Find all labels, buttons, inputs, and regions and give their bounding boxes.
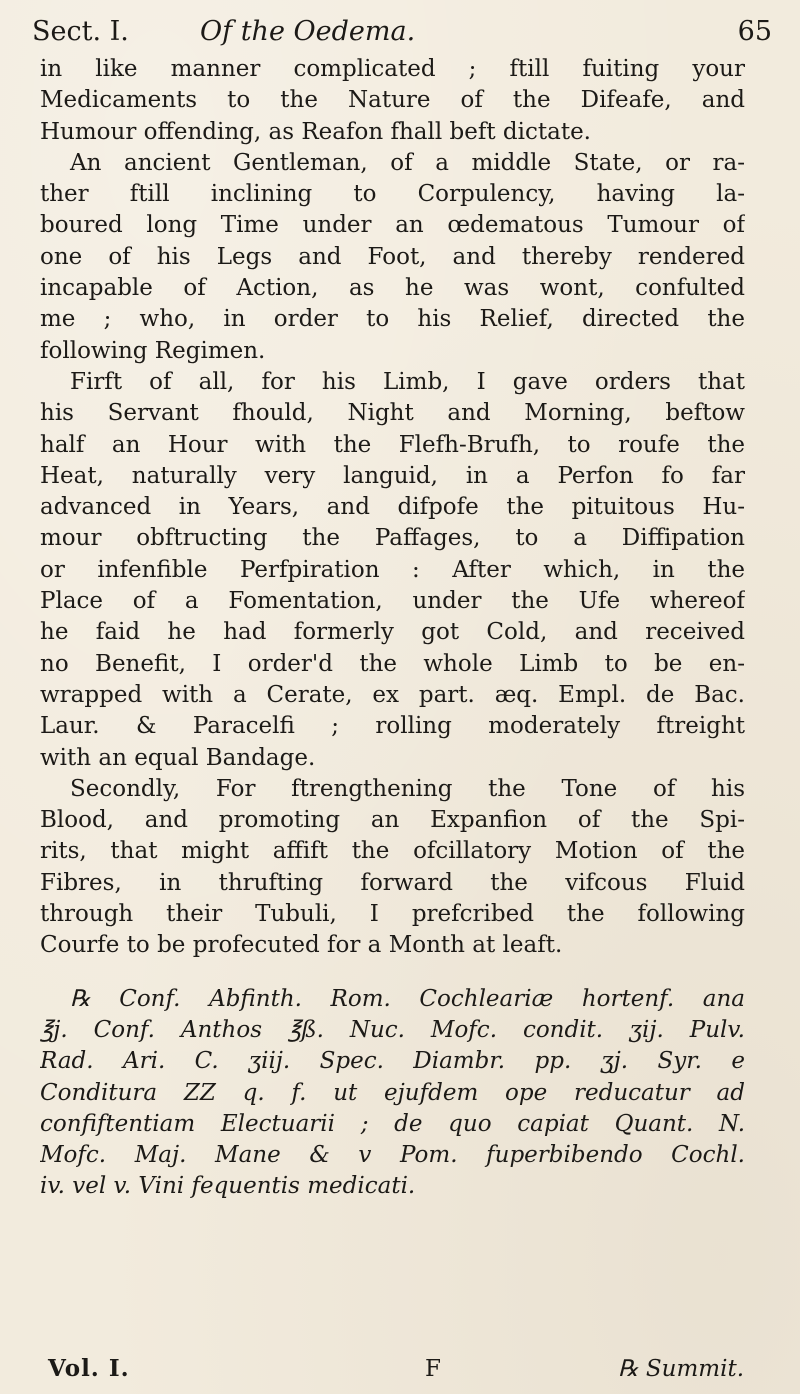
text-line: through their Tubuli, I prefcribed the following (40, 901, 745, 928)
text-line: Blood, and promoting an Expanfion of the Spi- (40, 807, 745, 834)
text-line: Secondly, For ftrengthening the Tone of his (70, 775, 745, 802)
text-line: Firft of all, for his Limb, I gave orders that (70, 368, 745, 395)
chapter-title: Of the Oedema. (200, 16, 416, 47)
text-line: An ancient Gentleman, of a middle State, or ra- (70, 149, 745, 176)
recipe-line: Conditura ZZ q. f. ut ejufdem ope reducatur ad (40, 1079, 745, 1106)
text-line: advanced in Years, and difpofe the pituitous Hu- (40, 494, 745, 521)
text-line: in like manner complicated ; ftill fuiting your (40, 56, 745, 82)
section-label: Sect. I. (32, 16, 129, 47)
text-line: Courfe to be profecuted for a Month at leaft. (40, 932, 563, 959)
paragraph-case (40, 148, 745, 367)
recipe-line: iv. vel v. Vini fequentis medicati. (40, 1173, 416, 1200)
prescription (40, 984, 745, 1203)
signature-mark: F (425, 1356, 441, 1382)
text-line: me ; who, in order to his Relief, directed the (40, 306, 745, 333)
text-line: or infenfible Perfpiration : After which, in the (40, 556, 745, 583)
volume-label: Vol. I. (48, 1355, 130, 1382)
text-line: rits, that might affift the ofcillatory Motion of the (40, 838, 745, 865)
text-line: Heat, naturally very languid, in a Perfon fo far (40, 462, 745, 489)
body-text (40, 54, 745, 1203)
paragraph-gap (40, 962, 745, 984)
recipe-line: ℥j. Conf. Anthos ℥ß. Nuc. Mofc. condit. ʒij. Pulv. (40, 1016, 745, 1043)
text-line: half an Hour with the Flefh-Brufh, to roufe the (40, 431, 745, 458)
catchword: ℞ Summit. (618, 1356, 745, 1382)
text-line: Medicaments to the Nature of the Difeafe, and (40, 87, 745, 114)
text-line: ther ftill inclining to Corpulency, having la- (40, 181, 745, 208)
text-line: Fibres, in thrufting forward the vifcous Fluid (40, 869, 745, 896)
text-line: one of his Legs and Foot, and thereby rendered (40, 243, 745, 270)
text-line: his Servant fhould, Night and Morning, beftow (40, 400, 745, 427)
paragraph-secondly (40, 774, 745, 962)
recipe-line: Rad. Ari. C. ʒiij. Spec. Diambr. pp. ʒj. Syr. e (40, 1048, 745, 1075)
recipe-line: Mofc. Maj. Mane & v Pom. fuperbibendo Cochl. (40, 1142, 745, 1169)
recipe-line: ℞ Conf. Abfinth. Rom. Cochleariæ hortenf. ana (70, 985, 745, 1012)
paragraph-first (40, 367, 745, 774)
recipe-line: confiftentiam Electuarii ; de quo capiat Quant. N. (40, 1110, 745, 1137)
text-line: wrapped with a Cerate, ex part. æq. Empl. de Bac. (40, 681, 745, 708)
paragraph-continuation (40, 54, 745, 148)
text-line: Humour offending, as Reafon fhall beft dictate. (40, 118, 591, 145)
text-line: with an equal Bandage. (40, 744, 316, 771)
text-line: mour obftructing the Paffages, to a Diffipation (40, 525, 745, 552)
text-line: boured long Time under an œdematous Tumour of (40, 212, 745, 239)
page-footer (40, 1353, 745, 1385)
text-line: Place of a Fomentation, under the Ufe whereof (40, 588, 745, 615)
text-line: following Regimen. (40, 337, 266, 364)
text-line: incapable of Action, as he was wont, confulted (40, 275, 745, 302)
text-line: Laur. & Paracelfi ; rolling moderately ftreight (40, 713, 745, 740)
running-head (32, 14, 772, 50)
text-line: no Benefit, I order'd the whole Limb to be en- (40, 650, 745, 677)
text-line: he faid he had formerly got Cold, and received (40, 619, 745, 646)
page-number: 65 (737, 16, 772, 47)
